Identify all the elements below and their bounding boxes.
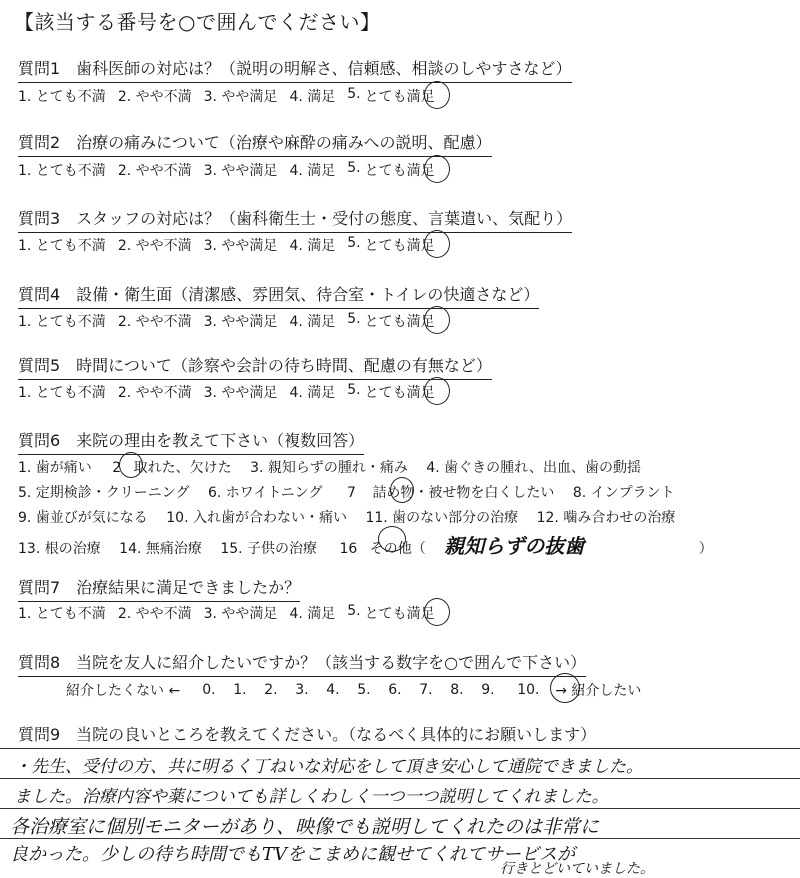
q2-opt-5[interactable]: 5. — [347, 160, 361, 176]
form-header: 【該当する番号を○で囲んでください】 — [14, 10, 381, 34]
q7-opt-5-label: とても満足 — [364, 606, 435, 622]
q9-answer-line-3: 各治療室に個別モニターがあり、映像でも説明してくれたのは非常に — [10, 816, 600, 838]
q9-answer-line-4: 良かった。少しの待ち時間でもTVをこまめに観せてくれてサービスが — [10, 844, 576, 865]
q6-opt-16-label: その他（ — [369, 541, 426, 557]
q6-opt-12[interactable]: 12. 噛み合わせの治療 — [536, 510, 676, 526]
q6-opt-11[interactable]: 11. 歯のない部分の治療 — [365, 510, 519, 526]
q6-opt-2-circle — [119, 452, 143, 478]
q9-rule-1 — [0, 748, 800, 749]
q2-opt-5-label: とても満足 — [364, 163, 435, 179]
q8-opt-7[interactable]: 7. — [419, 682, 433, 698]
q8-opt-10[interactable]: 10. — [517, 682, 540, 698]
q7-opt-5[interactable]: 5. — [347, 603, 361, 619]
q1-options — [18, 86, 447, 106]
q8-opt-3[interactable]: 3. — [295, 682, 309, 698]
q4-opt-3[interactable]: 3. やや満足 — [203, 314, 278, 330]
q6-opt-7[interactable]: 7 — [347, 485, 356, 501]
q5-options — [18, 382, 447, 402]
q3-opt-5[interactable]: 5. — [347, 235, 361, 251]
q4-opt-5[interactable]: 5. — [347, 311, 361, 327]
q3-opt-5-label: とても満足 — [364, 238, 435, 254]
q8-opt-2[interactable]: 2. — [264, 682, 278, 698]
q6-opt-8[interactable]: 8. インプラント — [572, 485, 675, 501]
q8-opt-5[interactable]: 5. — [357, 682, 371, 698]
q8-title: 質問8 当院を友人に紹介したいですか？（該当する数字を○で囲んで下さい） — [18, 650, 586, 677]
q2-opt-3[interactable]: 3. やや満足 — [203, 163, 278, 179]
q1-opt-2[interactable]: 2. やや不満 — [117, 89, 192, 105]
q6-opt-4[interactable]: 4. 歯ぐきの腫れ、出血、歯の動揺 — [426, 460, 642, 476]
q1-opt-5[interactable]: 5. — [347, 86, 361, 102]
q6-opt-14[interactable]: 14. 無痛治療 — [119, 541, 202, 557]
q6-opt-10[interactable]: 10. 入れ歯が合わない・痛い — [166, 510, 347, 526]
q5-opt-2[interactable]: 2. やや不満 — [117, 385, 192, 401]
q6-other-close: ） — [698, 541, 713, 557]
q3-opt-1[interactable]: 1. とても不満 — [18, 238, 106, 254]
q9-rule-2 — [0, 778, 800, 779]
q5-opt-1[interactable]: 1. とても不満 — [18, 385, 106, 401]
q8-opt-1[interactable]: 1. — [233, 682, 247, 698]
q7-selection-circle — [424, 598, 450, 626]
q4-opt-4[interactable]: 4. 満足 — [289, 314, 336, 330]
q6-other-handwritten: 親知らずの抜歯 — [444, 534, 585, 558]
q1-opt-5-label: とても満足 — [364, 89, 435, 105]
q2-opt-4[interactable]: 4. 満足 — [289, 163, 336, 179]
q9-title: 質問9 当院の良いところを教えてください。（なるべく具体的にお願いします） — [18, 725, 597, 744]
q7-opt-1[interactable]: 1. とても不満 — [18, 606, 106, 622]
q6-opt-9[interactable]: 9. 歯並びが気になる — [18, 510, 148, 526]
q6-opt-6[interactable]: 6. ホワイトニング — [207, 485, 323, 501]
q3-opt-3[interactable]: 3. やや満足 — [203, 238, 278, 254]
q8-opt-0[interactable]: 0. — [202, 682, 216, 698]
q6-opt-13[interactable]: 13. 根の治療 — [18, 541, 101, 557]
q8-opt-4[interactable]: 4. — [326, 682, 340, 698]
q2-options — [18, 160, 447, 180]
q5-opt-4[interactable]: 4. 満足 — [289, 385, 336, 401]
q6-opt-5[interactable]: 5. 定期検診・クリーニング — [18, 485, 190, 501]
q4-options — [18, 311, 447, 331]
q7-opt-3[interactable]: 3. やや満足 — [203, 606, 278, 622]
q3-selection-circle — [424, 230, 450, 258]
q4-title: 質問4 設備・衛生面（清潔感、雰囲気、待合室・トイレの快適さなど） — [18, 282, 539, 309]
q6-row-4 — [18, 530, 713, 559]
q2-opt-1[interactable]: 1. とても不満 — [18, 163, 106, 179]
q2-title: 質問2 治療の痛みについて（治療や麻酔の痛みへの説明、配慮） — [18, 130, 492, 157]
q5-selection-circle — [424, 377, 450, 405]
q6-opt-16[interactable]: 16 — [339, 541, 358, 557]
q3-opt-4[interactable]: 4. 満足 — [289, 238, 336, 254]
q8-right-label: → 紹介したい — [555, 683, 642, 699]
q1-opt-1[interactable]: 1. とても不満 — [18, 89, 106, 105]
q7-opt-4[interactable]: 4. 満足 — [289, 606, 336, 622]
q7-options — [18, 603, 447, 623]
q6-opt-16-circle — [378, 526, 406, 552]
q7-title: 質問7 治療結果に満足できましたか？ — [18, 575, 300, 602]
q6-opt-3[interactable]: 3. 親知らずの腫れ・痛み — [250, 460, 408, 476]
q8-opt-9[interactable]: 9. — [481, 682, 495, 698]
q8-opt-6[interactable]: 6. — [388, 682, 402, 698]
q5-opt-3[interactable]: 3. やや満足 — [203, 385, 278, 401]
q2-selection-circle — [424, 155, 450, 183]
q8-selection-circle — [550, 673, 580, 703]
q6-opt-15[interactable]: 15. 子供の治療 — [220, 541, 318, 557]
q3-options — [18, 235, 447, 255]
q8-left-label: 紹介したくない ← — [66, 683, 181, 699]
q5-opt-5-label: とても満足 — [364, 385, 435, 401]
q9-rule-3 — [0, 808, 800, 809]
q1-opt-3[interactable]: 3. やや満足 — [203, 89, 278, 105]
q6-row-3 — [18, 507, 675, 527]
q3-title: 質問3 スタッフの対応は？（歯科衛生士・受付の態度、言葉遣い、気配り） — [18, 206, 572, 233]
q4-opt-5-label: とても満足 — [364, 314, 435, 330]
q6-opt-2-label: 取れた、欠けた — [133, 460, 232, 476]
q5-opt-5[interactable]: 5. — [347, 382, 361, 398]
q6-row-2 — [18, 482, 675, 502]
q5-title: 質問5 時間について（診察や会計の待ち時間、配慮の有無など） — [18, 353, 492, 380]
q6-opt-7-circle — [390, 477, 414, 503]
q4-selection-circle — [424, 306, 450, 334]
q6-opt-2[interactable]: 2 — [112, 460, 122, 476]
q7-opt-2[interactable]: 2. やや不満 — [117, 606, 192, 622]
q9-answer-line-1: ・先生、受付の方、共に明るく丁ねいな対応をして頂き安心して通院できました。 — [14, 757, 643, 777]
q6-row-1 — [18, 457, 641, 477]
q1-opt-4[interactable]: 4. 満足 — [289, 89, 336, 105]
q6-opt-7-label: 詰め物・被せ物を白くしたい — [372, 485, 555, 501]
q8-opt-8[interactable]: 8. — [450, 682, 464, 698]
q1-title: 質問1 歯科医師の対応は？（説明の明解さ、信頼感、相談のしやすさなど） — [18, 56, 572, 83]
q6-title: 質問6 来院の理由を教えて下さい（複数回答） — [18, 428, 364, 455]
q9-answer-line-5: 行きとどいていました。 — [500, 861, 654, 877]
q9-answer-line-2: ました。治療内容や薬についても詳しくわしく一つ一つ説明してくれました。 — [14, 787, 609, 807]
q4-opt-2[interactable]: 2. やや不満 — [117, 314, 192, 330]
q4-opt-1[interactable]: 1. とても不満 — [18, 314, 106, 330]
q3-opt-2[interactable]: 2. やや不満 — [117, 238, 192, 254]
q1-selection-circle — [424, 81, 450, 109]
q2-opt-2[interactable]: 2. やや不満 — [117, 163, 192, 179]
q6-opt-1[interactable]: 1. 歯が痛い — [18, 460, 92, 476]
